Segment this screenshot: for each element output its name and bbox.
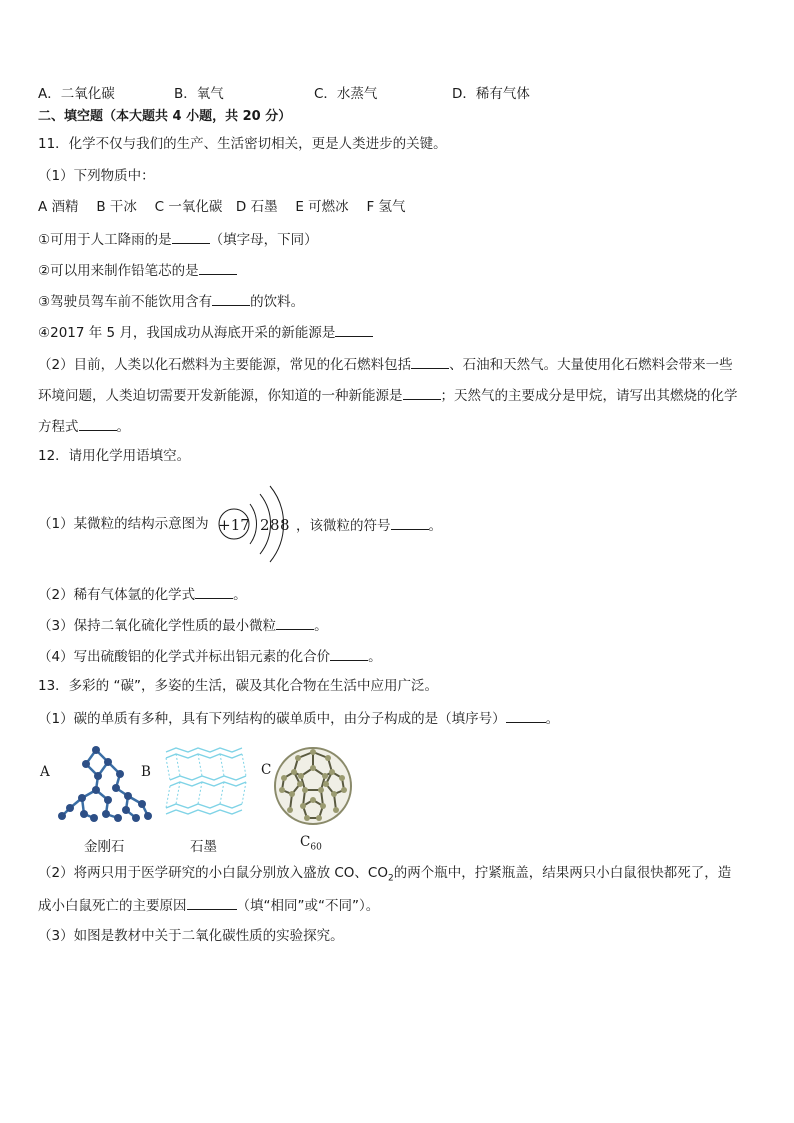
q11-part2-line1 bbox=[38, 354, 733, 374]
figure-caption-c bbox=[300, 834, 322, 853]
section-heading: 二、填空题（本大题共 4 小题，共 20 分） bbox=[38, 109, 292, 124]
q11-part2-text-e: 方程式 bbox=[38, 419, 79, 435]
atom-structure-diagram bbox=[214, 484, 294, 566]
nucleus-charge: +17 bbox=[218, 516, 250, 534]
figure-label-a: A bbox=[40, 764, 50, 780]
diamond-structure-image bbox=[56, 742, 156, 824]
q12-stem: 12．请用化学用语填空。 bbox=[38, 448, 191, 464]
q11-choices: A 酒精 B 干冰 C 一氧化碳 D 石墨 E 可燃冰 F 氢气 bbox=[38, 199, 406, 215]
q13-part1-end: 。 bbox=[545, 711, 560, 727]
q12-part3 bbox=[38, 615, 328, 635]
q11-item4 bbox=[38, 322, 373, 342]
graphite-structure-image bbox=[162, 744, 250, 824]
q11-part2-line3 bbox=[38, 416, 130, 436]
q12-part3-text: （3）保持二氧化硫化学性质的最小微粒 bbox=[38, 618, 277, 634]
figure-caption-a: 金刚石 bbox=[84, 839, 125, 855]
q13-part2-text-c: 成小白鼠死亡的主要原因 bbox=[38, 898, 187, 914]
q11-part2-text-f: 。 bbox=[116, 419, 130, 435]
q11-part2-text-c: 环境问题，人类迫切需要开发新能源，你知道的一种新能源是 bbox=[38, 388, 403, 404]
q13-part2-text-b: 的两个瓶中，拧紧瓶盖，结果两只小白鼠很快都死了，造 bbox=[393, 865, 732, 881]
answer-blank[interactable] bbox=[403, 385, 441, 400]
q13-part1-text: （1）碳的单质有多种，具有下列结构的碳单质中，由分子构成的是（填序号） bbox=[38, 711, 506, 727]
q12-part1-b bbox=[296, 515, 442, 535]
option-a: A．二氧化碳 bbox=[38, 86, 115, 102]
q12-part1-a: （1）某微粒的结构示意图为 bbox=[38, 516, 209, 532]
answer-blank[interactable] bbox=[330, 646, 368, 661]
q12-part4-end: 。 bbox=[368, 649, 382, 665]
q11-item1-text: ①可用于人工降雨的是 bbox=[38, 232, 172, 248]
answer-blank[interactable] bbox=[276, 615, 314, 630]
q11-item3 bbox=[38, 291, 304, 311]
q11-stem: 11．化学不仅与我们的生产、生活密切相关，更是人类进步的关键。 bbox=[38, 136, 447, 152]
option-d: D．稀有气体 bbox=[452, 86, 530, 102]
q11-part2-line2 bbox=[38, 385, 738, 405]
answer-blank[interactable] bbox=[335, 322, 373, 337]
q13-part2-line1 bbox=[38, 864, 731, 888]
q13-stem: 13．多彩的 “碳”，多姿的生活，碳及其化合物在生活中应用广泛。 bbox=[38, 678, 438, 694]
q12-part2-end: 。 bbox=[233, 587, 247, 603]
q12-part2 bbox=[38, 584, 247, 604]
q13-part1 bbox=[38, 708, 559, 728]
electron-shell-1 bbox=[250, 504, 257, 544]
option-b: B．氧气 bbox=[174, 86, 224, 102]
figure-caption-b: 石墨 bbox=[190, 839, 217, 855]
c60-caption-symbol: C bbox=[300, 834, 311, 850]
answer-blank[interactable] bbox=[506, 708, 546, 723]
q13-part2-text-a: （2）将两只用于医学研究的小白鼠分别放入盛放 CO、CO bbox=[38, 865, 388, 881]
q12-part2-text: （2）稀有气体氩的化学式 bbox=[38, 587, 196, 603]
q12-part1-text: ，该微粒的符号 bbox=[296, 518, 391, 534]
figure-label-b: B bbox=[141, 764, 151, 780]
q11-item2-text: ②可以用来制作铅笔芯的是 bbox=[38, 263, 199, 279]
co2-subscript: 2 bbox=[387, 873, 394, 884]
q12-part4 bbox=[38, 646, 382, 666]
option-c: C．水蒸气 bbox=[314, 86, 378, 102]
q12-part1-end: 。 bbox=[428, 518, 442, 534]
q11-part2-text-a: （2）目前，人类以化石燃料为主要能源，常见的化石燃料包括 bbox=[38, 357, 412, 373]
q11-part2-text-d: ；天然气的主要成分是甲烷，请写出其燃烧的化学 bbox=[440, 388, 738, 404]
q11-item3-end: 的饮料。 bbox=[250, 294, 305, 310]
q11-part1: （1）下列物质中： bbox=[38, 168, 155, 184]
q11-item1 bbox=[38, 229, 318, 249]
q13-part2-text-d: （填“相同”或“不同”）。 bbox=[236, 898, 380, 914]
shell-electron-count-2: 8 bbox=[270, 516, 280, 534]
q13-part2-line2 bbox=[38, 895, 379, 915]
q11-item3-text: ③驾驶员驾车前不能饮用含有 bbox=[38, 294, 213, 310]
answer-blank[interactable] bbox=[187, 895, 237, 910]
answer-blank[interactable] bbox=[195, 584, 233, 599]
q11-part2-text-b: 、石油和天然气。大量使用化石燃料会带来一些 bbox=[449, 357, 733, 373]
shell-electron-count-3: 8 bbox=[280, 516, 290, 534]
c60-fullerene-image bbox=[270, 744, 356, 828]
answer-blank[interactable] bbox=[391, 515, 429, 530]
answer-blank[interactable] bbox=[212, 291, 250, 306]
answer-blank[interactable] bbox=[411, 354, 449, 369]
q12-part4-text: （4）写出硫酸铝的化学式并标出铝元素的化合价 bbox=[38, 649, 331, 665]
q13-part3: （3）如图是教材中关于二氧化碳性质的实验探究。 bbox=[38, 928, 344, 944]
c60-caption-subscript: 60 bbox=[310, 842, 322, 853]
q11-item2 bbox=[38, 260, 237, 280]
q11-item1-note: （填字母，下同） bbox=[209, 232, 318, 248]
q12-part3-end: 。 bbox=[314, 618, 328, 634]
answer-blank[interactable] bbox=[172, 229, 210, 244]
q11-item4-text: ④2017 年 5 月，我国成功从海底开采的新能源是 bbox=[38, 325, 336, 341]
answer-blank[interactable] bbox=[79, 416, 117, 431]
shell-electron-count-1: 2 bbox=[260, 516, 270, 534]
figure-label-c: C bbox=[261, 762, 272, 778]
answer-blank[interactable] bbox=[199, 260, 237, 275]
